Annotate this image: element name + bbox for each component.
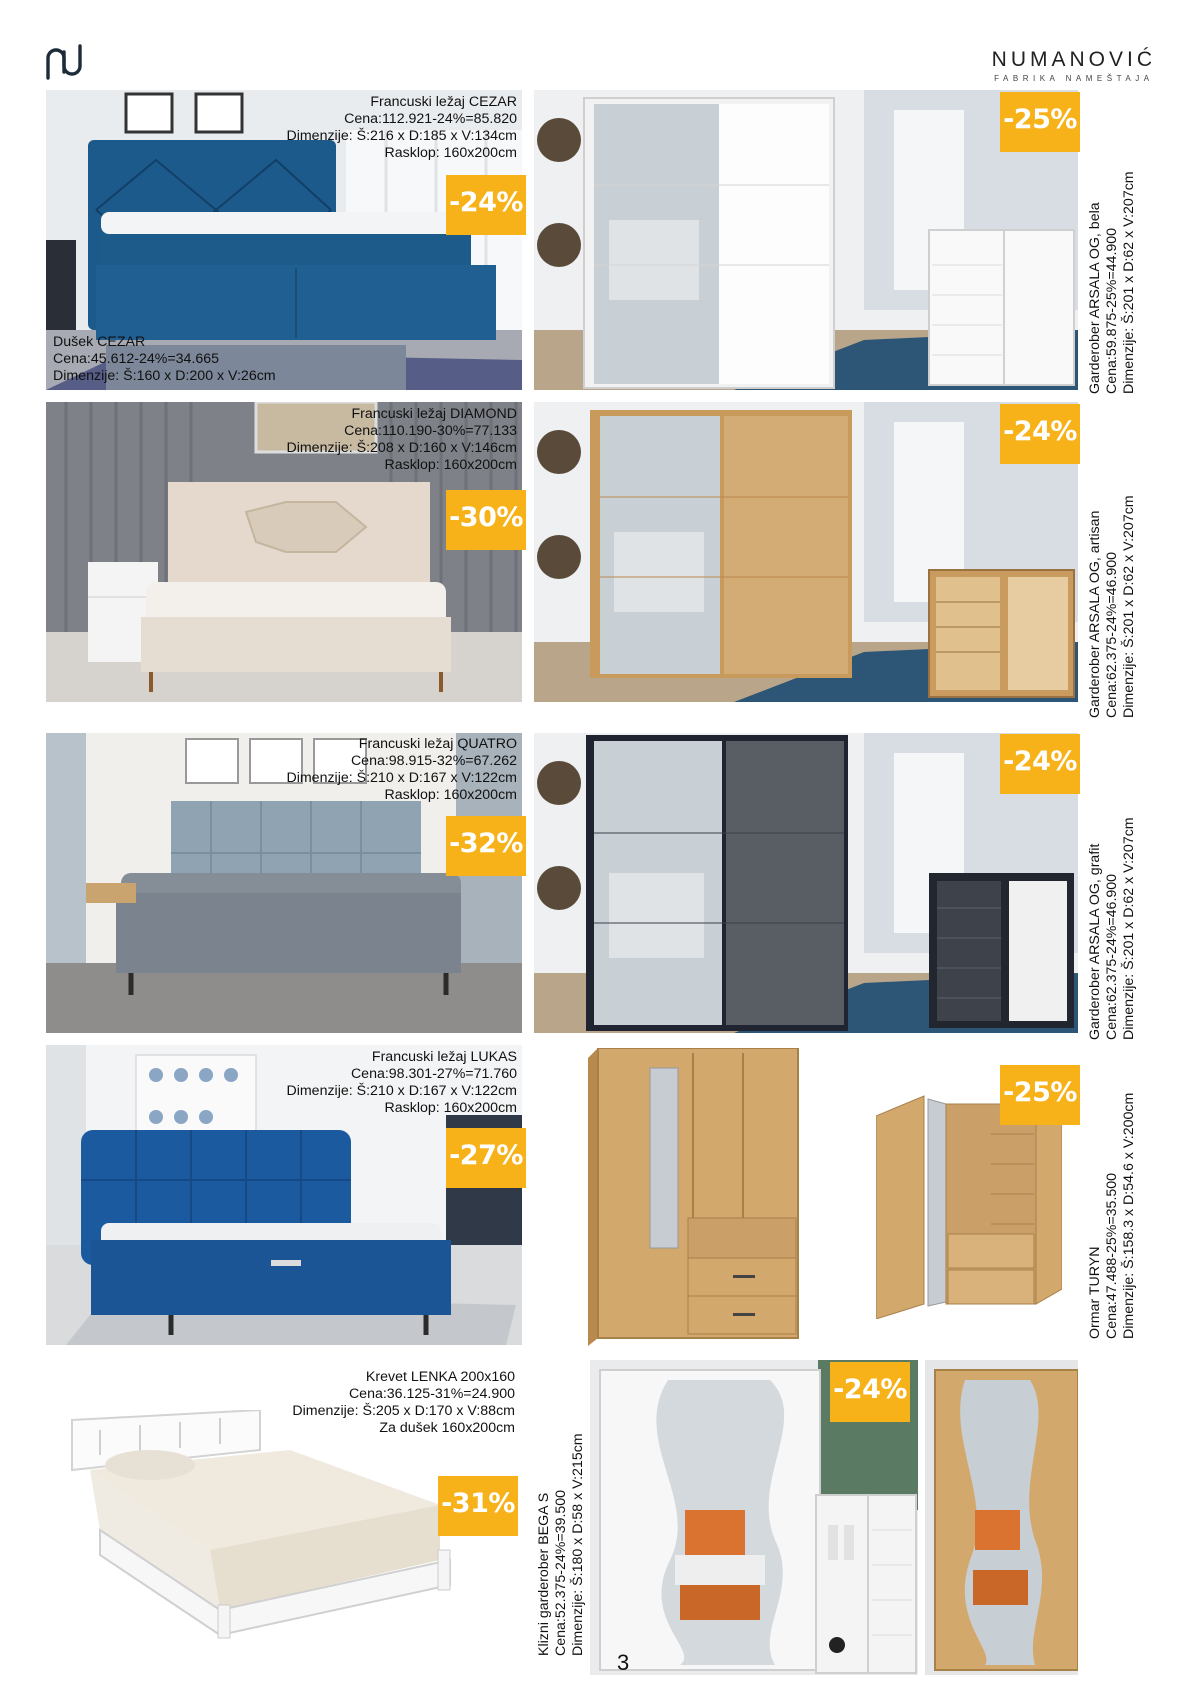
- diamond-extra: Rasklop: 160x200cm: [384, 457, 517, 473]
- arsala-grafit-title: Garderober ARSALA OG, grafit: [1087, 843, 1103, 1040]
- dusek-caption: [53, 334, 276, 385]
- lukas-extra: Rasklop: 160x200cm: [384, 1100, 517, 1116]
- lukas-caption: [286, 1049, 517, 1117]
- bega-caption: [536, 1433, 587, 1656]
- turyn-open-photo: [876, 1094, 1062, 1319]
- brand-tagline: FABRIKA NAMEŠTAJA: [994, 74, 1154, 83]
- cezar-caption: [286, 94, 517, 162]
- arsala-bela-photo: [534, 90, 1078, 390]
- page-number: 3: [617, 1650, 630, 1675]
- arsala-bela-discount: -25%: [1003, 104, 1077, 135]
- turyn-closed-photo: [588, 1048, 804, 1346]
- brand-header: [992, 48, 1156, 83]
- arsala-bela-title: Garderober ARSALA OG, bela: [1087, 202, 1103, 394]
- arsala-artisan-title: Garderober ARSALA OG, artisan: [1087, 510, 1103, 718]
- bega-discount-badge: [830, 1362, 910, 1422]
- quatro-caption: [286, 736, 517, 804]
- lenka-extra: Za dušek 160x200cm: [379, 1420, 515, 1436]
- arsala-artisan-discount: -24%: [1003, 416, 1077, 447]
- cezar-discount-badge: [446, 175, 526, 235]
- arsala-grafit-discount: -24%: [1003, 746, 1077, 777]
- lenka-price: Cena:36.125-31%=24.900: [348, 1386, 515, 1402]
- quatro-discount: -32%: [449, 828, 523, 859]
- turyn-caption: [1087, 1093, 1138, 1339]
- quatro-extra: Rasklop: 160x200cm: [384, 787, 517, 803]
- bega-dims: Dimenzije: Š:180 x D:58 x V:215cm: [570, 1433, 586, 1656]
- arsala-artisan-discount-badge: [1000, 404, 1080, 464]
- arsala-grafit-discount-badge: [1000, 734, 1080, 794]
- diamond-discount-badge: [446, 490, 526, 550]
- diamond-dims: Dimenzije: Š:208 x D:160 x V:146cm: [286, 440, 517, 456]
- arsala-grafit-price: Cena:62.375-24%=46.900: [1104, 873, 1120, 1040]
- lukas-dims: Dimenzije: Š:210 x D:167 x V:122cm: [286, 1083, 517, 1099]
- arsala-grafit-photo: [534, 733, 1078, 1033]
- diamond-discount: -30%: [449, 502, 523, 533]
- arsala-artisan-caption: [1087, 495, 1138, 718]
- diamond-caption: [286, 406, 517, 474]
- cezar-discount: -24%: [449, 187, 523, 218]
- turyn-dims: Dimenzije: Š:158.3 x D:54.6 x V:200cm: [1121, 1092, 1137, 1339]
- turyn-price: Cena:47.488-25%=35.500: [1104, 1172, 1120, 1339]
- bega-title: Klizni garderober BEGA S: [536, 1492, 552, 1656]
- diamond-title: Francuski ležaj DIAMOND: [351, 406, 517, 422]
- dusek-dims: Dimenzije: Š:160 x D:200 x V:26cm: [53, 368, 276, 384]
- turyn-discount-badge: [1000, 1065, 1080, 1125]
- arsala-grafit-dims: Dimenzije: Š:201 x D:62 x V:207cm: [1121, 817, 1137, 1040]
- quatro-title: Francuski ležaj QUATRO: [358, 736, 517, 752]
- brand-name: NUMANOVIĆ: [991, 48, 1156, 71]
- turyn-title: Ormar TURYN: [1087, 1246, 1103, 1339]
- arsala-bela-dims: Dimenzije: Š:201 x D:62 x V:207cm: [1121, 171, 1137, 394]
- arsala-grafit-caption: [1087, 817, 1138, 1040]
- diamond-price: Cena:110.190-30%=77.133: [344, 423, 517, 439]
- turyn-discount: -25%: [1003, 1077, 1077, 1108]
- dusek-title: Dušek CEZAR: [53, 334, 146, 350]
- lenka-title: Krevet LENKA 200x160: [365, 1369, 515, 1385]
- bega-discount: -24%: [833, 1374, 907, 1405]
- lenka-discount: -31%: [441, 1488, 515, 1519]
- quatro-dims: Dimenzije: Š:210 x D:167 x V:122cm: [286, 770, 517, 786]
- arsala-artisan-price: Cena:62.375-24%=46.900: [1104, 551, 1120, 718]
- cezar-title: Francuski ležaj CEZAR: [370, 94, 517, 110]
- arsala-bela-price: Cena:59.875-25%=44.900: [1104, 227, 1120, 394]
- quatro-discount-badge: [446, 816, 526, 876]
- lukas-discount-badge: [446, 1128, 526, 1188]
- arsala-bela-caption: [1087, 171, 1138, 394]
- arsala-artisan-dims: Dimenzije: Š:201 x D:62 x V:207cm: [1121, 495, 1137, 718]
- bega-price: Cena:52.375-24%=39.500: [553, 1489, 569, 1656]
- cezar-price: Cena:112.921-24%=85.820: [344, 111, 517, 127]
- bega-oak-photo: [925, 1360, 1078, 1675]
- dusek-price: Cena:45.612-24%=34.665: [53, 351, 220, 367]
- lenka-caption: [292, 1369, 515, 1437]
- lenka-discount-badge: [438, 1476, 518, 1536]
- cezar-extra: Rasklop: 160x200cm: [384, 145, 517, 161]
- cezar-dims: Dimenzije: Š:216 x D:185 x V:134cm: [286, 128, 517, 144]
- quatro-price: Cena:98.915-32%=67.262: [350, 753, 517, 769]
- arsala-bela-discount-badge: [1000, 92, 1080, 152]
- lenka-bed-photo: [60, 1410, 460, 1640]
- lukas-title: Francuski ležaj LUKAS: [371, 1049, 517, 1065]
- lukas-price: Cena:98.301-27%=71.760: [350, 1066, 517, 1082]
- lenka-dims: Dimenzije: Š:205 x D:170 x V:88cm: [292, 1403, 515, 1419]
- brand-logo-icon: [44, 42, 84, 82]
- lukas-discount: -27%: [449, 1140, 523, 1171]
- arsala-artisan-photo: [534, 402, 1078, 702]
